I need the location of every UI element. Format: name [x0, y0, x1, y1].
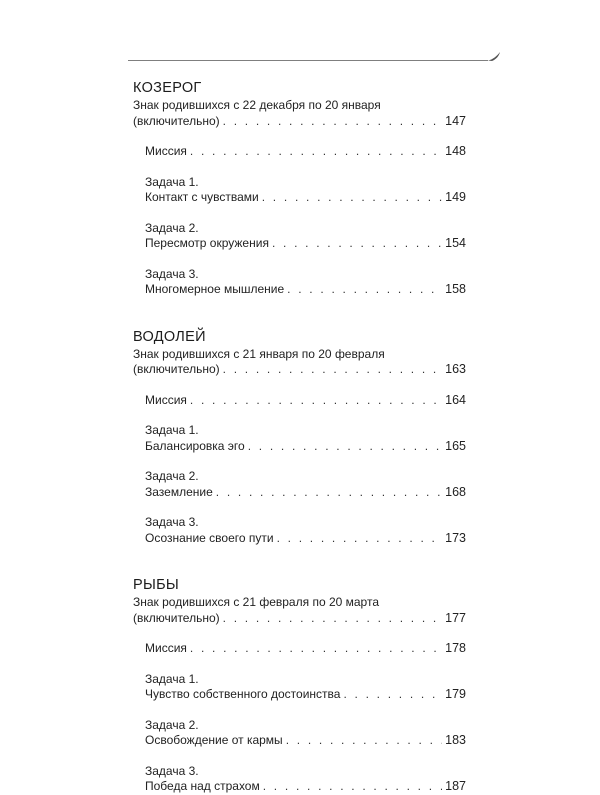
entry-text: Знак родившихся с 22 декабря по 20 января: [133, 98, 381, 112]
dot-leader: [223, 362, 443, 378]
toc-entry-task-label: [133, 175, 466, 191]
dot-leader: [248, 439, 442, 455]
toc-entry-task[interactable]: [133, 282, 466, 298]
toc-entry-task[interactable]: [133, 687, 466, 703]
entry-text: Задача 1.: [145, 423, 199, 437]
dot-leader: [223, 114, 443, 130]
page-number: 179: [445, 687, 466, 701]
dot-leader: [272, 236, 442, 252]
entry-text: Осознание своего пути: [145, 530, 274, 545]
page-number: 183: [445, 733, 466, 747]
entry-text: Освобождение от кармы: [145, 733, 283, 747]
toc-section-aquarius: [133, 327, 466, 547]
dot-leader: [190, 393, 442, 409]
dot-leader: [277, 531, 443, 547]
page-number: 158: [445, 282, 466, 296]
entry-text: (включительно): [133, 362, 220, 376]
toc-entry-intro-cont[interactable]: [133, 114, 466, 130]
entry-text: Задача 1.: [145, 174, 199, 189]
page-number: 177: [445, 610, 466, 625]
toc-entry-task-label: [133, 267, 466, 283]
section-title: РЫБЫ: [133, 577, 180, 593]
toc-entry-intro[interactable]: [133, 347, 466, 363]
toc-entry-task-label: [133, 672, 466, 688]
toc-entry-mission[interactable]: [133, 641, 466, 657]
page-number: 149: [445, 190, 466, 204]
entry-text: Балансировка эго: [145, 438, 245, 453]
dot-leader: [263, 779, 442, 795]
entry-text: Пересмотр окружения: [145, 236, 269, 250]
toc-entry-task[interactable]: [133, 733, 466, 749]
dot-leader: [262, 190, 442, 206]
page-number: 164: [445, 392, 466, 407]
entry-text: Миссия: [145, 144, 187, 158]
dot-leader: [190, 641, 442, 657]
dot-leader: [287, 282, 442, 298]
toc-section-capricorn: [133, 78, 466, 298]
page-number: 178: [445, 641, 466, 655]
toc-entry-task[interactable]: [133, 485, 466, 501]
entry-text: Знак родившихся с 21 января по 20 февраля: [133, 346, 385, 361]
dot-leader: [343, 687, 442, 703]
toc-entry-task-label: [133, 764, 466, 780]
table-of-contents: [133, 78, 466, 795]
toc-section-pisces: [133, 575, 466, 795]
page-number: 154: [445, 236, 466, 250]
entry-text: (включительно): [133, 610, 220, 625]
entry-text: Задача 1.: [145, 671, 199, 686]
toc-entry-task[interactable]: [133, 439, 466, 455]
entry-text: Знак родившихся с 21 февраля по 20 марта: [133, 595, 379, 609]
entry-text: Миссия: [145, 392, 187, 407]
page-number: 173: [445, 530, 466, 545]
toc-entry-task-label: [133, 718, 466, 734]
entry-text: Контакт с чувствами: [145, 190, 259, 204]
header-rule-ornament: [0, 48, 600, 68]
section-title: ВОДОЛЕЙ: [133, 328, 206, 345]
entry-text: Задача 3.: [145, 763, 199, 778]
page-number: 163: [445, 362, 466, 376]
entry-text: Победа над страхом: [145, 779, 260, 793]
toc-entry-intro-cont[interactable]: [133, 611, 466, 627]
entry-text: (включительно): [133, 113, 220, 128]
toc-entry-task-label: [133, 221, 466, 237]
dot-leader: [190, 144, 442, 160]
toc-entry-intro[interactable]: [133, 98, 466, 114]
entry-text: Многомерное мышление: [145, 282, 285, 296]
toc-entry-task-label: [133, 423, 466, 439]
toc-entry-task-label: [133, 515, 466, 531]
toc-entry-task[interactable]: [133, 779, 466, 795]
toc-entry-task-label: [133, 469, 466, 485]
toc-entry-mission[interactable]: [133, 144, 466, 160]
toc-entry-task[interactable]: [133, 236, 466, 252]
entry-text: Задача 3.: [145, 515, 199, 529]
entry-text: Заземление: [145, 484, 213, 499]
toc-entry-intro-cont[interactable]: [133, 362, 466, 378]
page-number: 148: [445, 144, 466, 158]
dot-leader: [223, 611, 443, 627]
dot-leader: [286, 733, 442, 749]
page-number: 147: [445, 113, 466, 128]
page-number: 187: [445, 779, 466, 793]
entry-text: Миссия: [145, 641, 187, 655]
entry-text: Задача 2.: [145, 220, 199, 235]
toc-entry-task[interactable]: [133, 531, 466, 547]
toc-entry-mission[interactable]: [133, 393, 466, 409]
section-title: КОЗЕРОГ: [133, 80, 202, 96]
page-number: 165: [445, 438, 466, 453]
entry-text: Задача 2.: [145, 469, 199, 483]
toc-entry-intro[interactable]: [133, 595, 466, 611]
entry-text: Задача 3.: [145, 266, 199, 281]
dot-leader: [216, 485, 442, 501]
entry-text: Чувство собственного достоинства: [145, 687, 341, 701]
entry-text: Задача 2.: [145, 717, 199, 732]
page-number: 168: [445, 484, 466, 499]
toc-entry-task[interactable]: [133, 190, 466, 206]
